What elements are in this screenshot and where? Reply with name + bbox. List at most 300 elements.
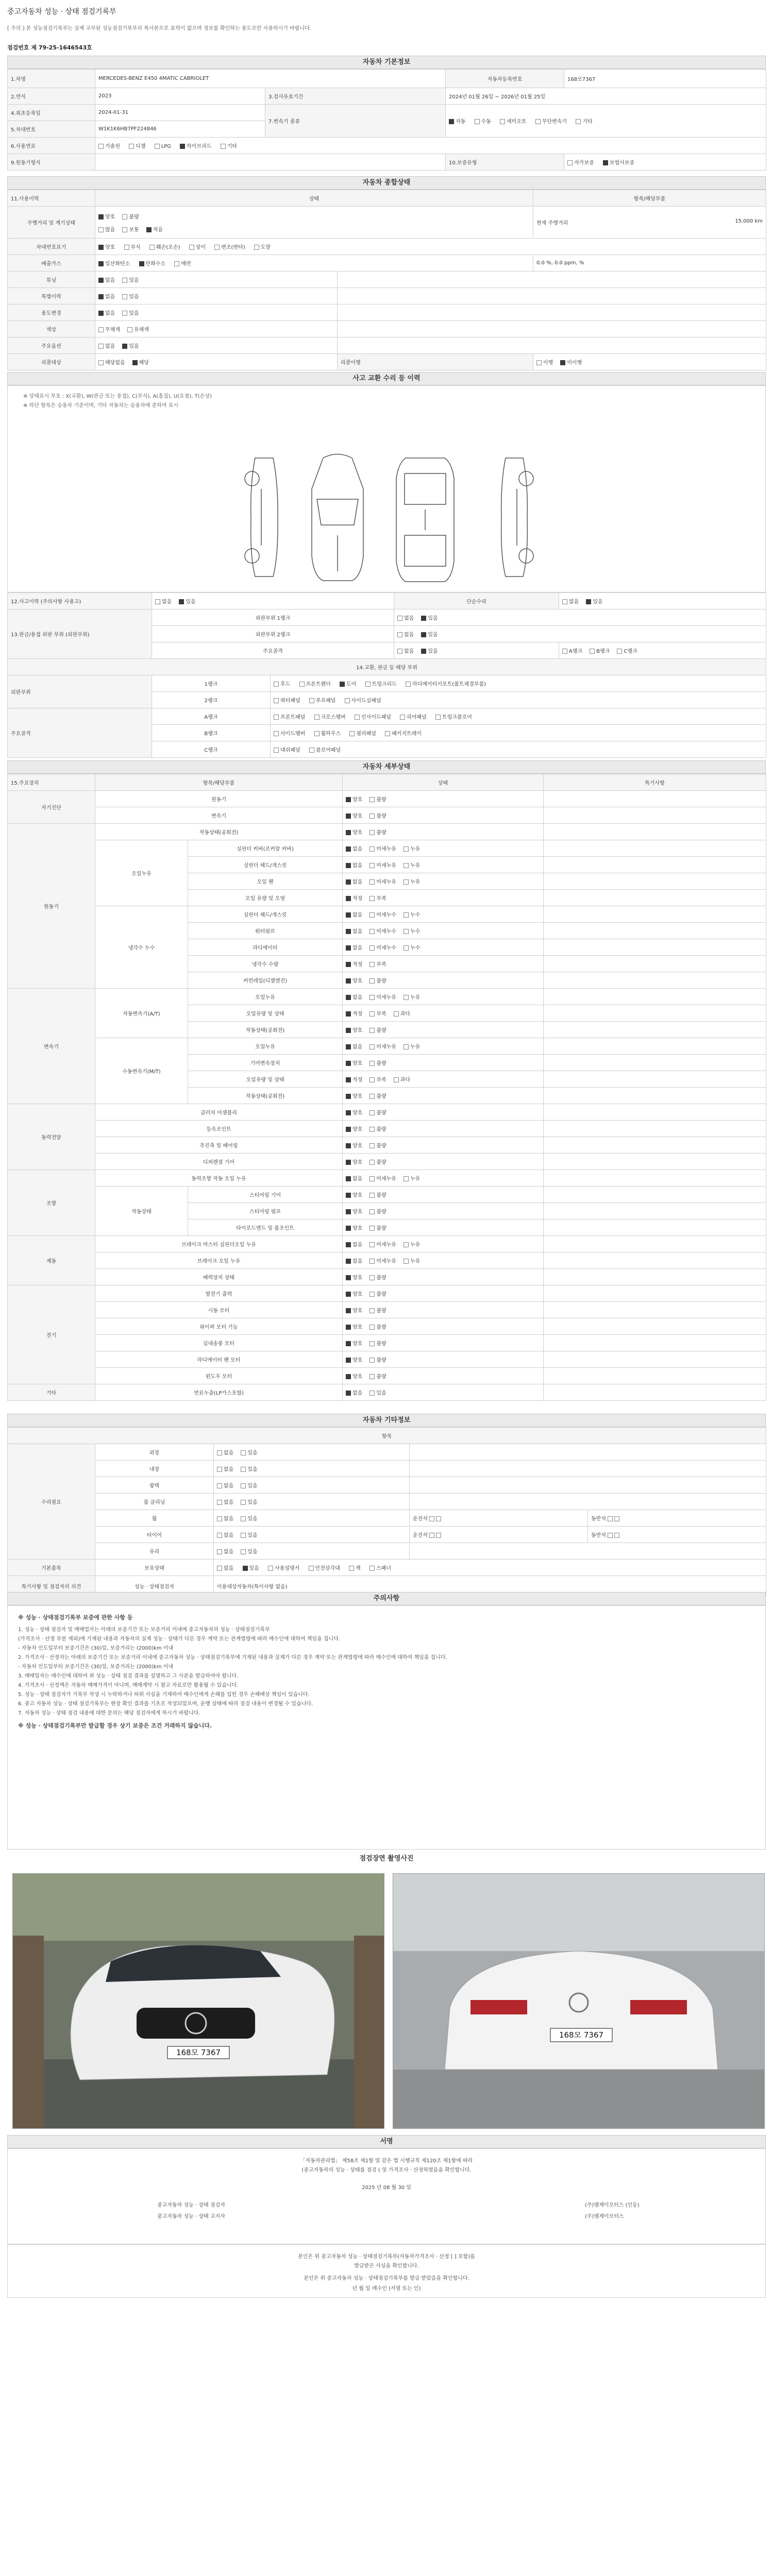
detail-item: 오일 유량 및 오염 (188, 890, 343, 906)
opinion-inspector: 성능 · 상태점검자 (95, 1576, 214, 1597)
first-registration: 2024-01-31 (95, 105, 265, 121)
state-checkbox (369, 814, 375, 819)
checkbox-vin-rust (124, 245, 129, 250)
checkbox-recall-yes (132, 360, 138, 365)
extra-item: 광택 (95, 1477, 214, 1494)
label-main-options: 주요옵션 (8, 337, 95, 354)
state-checkbox (369, 1308, 375, 1313)
detail-state: 없음 있음 (343, 1384, 544, 1401)
state-checkbox (346, 814, 351, 819)
state-checkbox (369, 1226, 375, 1231)
state-checkbox (346, 1325, 351, 1330)
state-checkbox (404, 879, 409, 885)
state-checkbox (346, 1275, 351, 1280)
caution-title: ※ 성능 · 상태점검기록부 보증에 관한 사항 등 (18, 1614, 133, 1621)
detail-item: 실린더 헤드/개스킷 (188, 857, 343, 873)
extra-col-head: 항목 (8, 1428, 766, 1444)
label-panel-weld: 13.판금/용접 외판 부위 (외판부위) (8, 609, 152, 659)
extra-item: 유리 (95, 1543, 214, 1560)
caution-line: (가격조사 · 산정 부분 제외)에 기재된 내용과 자동차의 실제 성능 · 상태가 다른 경우 계약 또는 관계법령에 따라 매수인에 대하여 책임을 집니다. (18, 1636, 341, 1642)
extra-right: 동반석 (588, 1527, 766, 1543)
detail-item: 오일유량 및 상태 (188, 1005, 343, 1022)
caution-line: 6. 중고 자동차 성능 · 상태 점검기록부는 현장 확인 결과를 기초로 작성되었으며, 운행 상태에 따라 점검 내용이 변경될 수 있습니다. (18, 1701, 313, 1707)
checkbox-manual (475, 119, 480, 124)
detail-item: 작동상태(공회전) (95, 824, 343, 840)
detail-state: 양호 불량 (343, 1219, 544, 1236)
label-transmission: 7.변속기 종류 (265, 105, 446, 138)
label-color: 색상 (8, 321, 95, 337)
detail-state: 양호 불량 (343, 1187, 544, 1203)
checkbox-gasoline (98, 144, 104, 149)
state-checkbox (404, 1176, 409, 1181)
state-checkbox (346, 1358, 351, 1363)
state-checkbox (404, 1044, 409, 1049)
detail-subgroup: 자동변속기(A/T) (95, 989, 188, 1038)
extra-row (8, 1527, 766, 1543)
state-checkbox (369, 995, 375, 1000)
main-frame-state: 없음 있음 (394, 642, 559, 659)
state-checkbox (346, 1391, 351, 1396)
caution-line: 4. 가격조사 · 산정액은 자동차 매매가격이 아니며, 매매계약 시 참고 자료로만 활용될 수 있습니다. (18, 1683, 239, 1688)
detail-row (8, 1351, 766, 1368)
section-basic-info: 자동차 기본정보 (7, 56, 766, 69)
extra-row (8, 1510, 766, 1527)
state-checkbox (369, 1374, 375, 1379)
state-checkbox (346, 1094, 351, 1099)
detail-note (544, 1285, 766, 1302)
basic-items-status: 보유상태 (95, 1560, 214, 1576)
state-checkbox (346, 1259, 351, 1264)
detail-row (8, 1104, 766, 1121)
state-checkbox (346, 879, 351, 885)
engine-type (95, 154, 446, 171)
checkbox-rank-b (590, 649, 595, 654)
detail-row (8, 1170, 766, 1187)
detail-state: 양호 불량 (343, 1055, 544, 1071)
inspection-valid-period: 2024년 01월 26일 ~ 2026년 01월 25일 (446, 88, 766, 105)
special-history-state: 없음 있음 (95, 288, 338, 304)
rank-c-label: C랭크 (152, 741, 271, 758)
detail-item: 스티어링 기어 (188, 1187, 343, 1203)
state-checkbox (369, 1127, 375, 1132)
detail-state: 양호 불량 (343, 1137, 544, 1154)
checkbox-vin-altered (214, 245, 220, 250)
state-checkbox (369, 1391, 375, 1396)
rank-a-label: A랭크 (152, 708, 271, 725)
detail-row (8, 989, 766, 1005)
checkbox-trans-other (576, 119, 581, 124)
rank-c-parts: 대쉬패널 플로어패널 (271, 741, 766, 758)
caution-line: 5. 성능 · 상태 점검자가 기록부 작성 시 누락하거나 허위 사실을 기재하여 매수인에게 손해를 입힌 경우 손해배상 책임이 있습니다. (18, 1692, 310, 1698)
simple-repair-state: 없음 있음 (559, 593, 766, 609)
detail-state: 양호 불량 (343, 972, 544, 989)
detail-item: 변속기 (95, 807, 343, 824)
checkbox-vin-damaged (149, 245, 155, 250)
checkbox-r1-yes (421, 616, 426, 621)
caution-line: 1. 성능 · 상태 점검자 및 매매업자는 아래의 보증기간 또는 보증거리 이내에 중고자동차의 성능 · 상태점검기록부 (18, 1627, 270, 1633)
detail-note (544, 1038, 766, 1055)
detail-state: 없음 미세누유 누유 (343, 989, 544, 1005)
emission-values: 0.0 %, 0.0 ppm, % (533, 255, 766, 272)
detail-group-name: 자기진단 (8, 791, 95, 824)
extra-state: 없음 있음 (214, 1494, 410, 1510)
checkbox-accident-none (155, 599, 160, 604)
detail-state: 양호 불량 (343, 1368, 544, 1384)
section-signature: 서명 (7, 2135, 766, 2148)
checkbox-lpg (155, 144, 160, 149)
detail-note (544, 939, 766, 956)
rear-car-photo-image (393, 1874, 765, 2129)
detail-state: 없음 미세누수 누수 (343, 939, 544, 956)
label-basic-items: 기본품목 (8, 1560, 95, 1576)
signature-box (7, 2148, 766, 2244)
mileage-state: 양호 불량 많음 보통 적음 (95, 207, 533, 239)
detail-row (8, 906, 766, 923)
label-accident-history: 12.사고이력 (주의사항 사용고) (8, 593, 152, 609)
checkbox-co (98, 261, 104, 266)
state-checkbox (369, 978, 375, 984)
detail-row (8, 1302, 766, 1318)
detail-item: 브레이크 마스터 실린더오일 누유 (95, 1236, 343, 1252)
label-recall-done: 리콜이행 (338, 354, 533, 370)
detail-item: 오일 팬 (188, 873, 343, 890)
detail-note (544, 1368, 766, 1384)
state-checkbox (346, 830, 351, 835)
detail-row (8, 1236, 766, 1252)
checkbox-rank-a (562, 649, 567, 654)
accident-table (7, 592, 766, 758)
extra-state: 없음 있음 (214, 1510, 410, 1527)
detail-row (8, 824, 766, 840)
detail-item: 실린더 헤드/개스킷 (188, 906, 343, 923)
checkbox-r2-yes (421, 632, 426, 637)
detail-row (8, 1335, 766, 1351)
col-note: 항목/해당부품 (533, 190, 766, 207)
detail-group-name: 기타 (8, 1384, 95, 1401)
front-photo (12, 1873, 384, 2129)
state-checkbox (346, 1028, 351, 1033)
detail-item: 와이퍼 모터 기능 (95, 1318, 343, 1335)
car-name: MERCEDES-BENZ E450 4MATIC CABRIOLET (95, 70, 446, 88)
label-simple-repair: 단순수리 (394, 593, 559, 609)
section-detail-status: 자동차 세부상태 (7, 760, 766, 774)
detail-group-name: 동력전달 (8, 1104, 95, 1170)
state-checkbox (369, 1176, 375, 1181)
state-checkbox (346, 1143, 351, 1148)
checkbox-vin-different (189, 245, 194, 250)
accident-state: 없음 있음 (152, 593, 394, 609)
extra-item: 휠 (95, 1510, 214, 1527)
detail-state: 양호 불량 (343, 1022, 544, 1038)
checkbox-self-warranty (567, 160, 573, 165)
state-checkbox (346, 1242, 351, 1247)
receipt-line2: 발급받은 사실을 확인합니다. (354, 2263, 419, 2269)
detail-note (544, 1302, 766, 1318)
state-checkbox (346, 863, 351, 868)
state-checkbox (369, 1358, 375, 1363)
state-checkbox (346, 1209, 351, 1214)
state-checkbox (346, 1127, 351, 1132)
state-checkbox (404, 1259, 409, 1264)
checkbox-frame-none (397, 649, 402, 654)
detail-item: 라디에이터 (188, 939, 343, 956)
fuel-options: 가솔린 디젤 LPG 하이브리드 기타 (95, 138, 766, 154)
state-checkbox (404, 929, 409, 934)
inspector-label: 중고자동차 성능 · 상태 점검자 (157, 2202, 225, 2208)
detail-note (544, 1121, 766, 1137)
state-checkbox (346, 1077, 351, 1082)
checkbox-semi-auto (500, 119, 505, 124)
state-checkbox (369, 1209, 375, 1214)
seller-name: (주)엠제이모터스 (585, 2214, 624, 2219)
detail-note (544, 890, 766, 906)
detail-row (8, 1187, 766, 1203)
state-checkbox (346, 1374, 351, 1379)
state-checkbox (369, 1028, 375, 1033)
label-mileage-gauge: 주행거리 및 계기상태 (8, 207, 95, 239)
color-state: 무채색 유채색 (95, 321, 338, 337)
label-prep: 수리필요 (8, 1444, 95, 1560)
label-reg-number: 자동차등록번호 (446, 70, 564, 88)
caution-bottom: ※ 성능 · 상태점검기록부만 발급할 경우 상기 보증은 조건 거래하지 않습니다. (18, 1722, 212, 1729)
state-checkbox (346, 1292, 351, 1297)
checkbox-recall-not-done (560, 360, 565, 365)
caution-line: 7. 자동차 성능 · 상태 점검 내용에 대한 문의는 해당 점검자에게 하시기 바랍니다. (18, 1710, 200, 1716)
general-status-table (7, 190, 766, 370)
detail-item: 원동기 (95, 791, 343, 807)
label-first-reg: 4.최초등록일 (8, 105, 95, 121)
detail-row (8, 1121, 766, 1137)
detail-item: 발전기 출력 (95, 1285, 343, 1302)
car-top-front-icon (312, 454, 363, 581)
extra-row (8, 1477, 766, 1494)
detail-item: 커먼레일(디젤엔진) (188, 972, 343, 989)
state-checkbox (369, 797, 375, 802)
checkbox-r1-none (397, 616, 402, 621)
checkbox-smoke (174, 261, 179, 266)
detail-state: 양호 불량 (343, 1285, 544, 1302)
extra-row (8, 1543, 766, 1560)
detail-state: 없음 미세누유 누유 (343, 857, 544, 873)
detail-subgroup: 오일누유 (95, 840, 188, 906)
label-engine-type: 9.원동기형식 (8, 154, 95, 171)
label-inspection-valid: 3.검사유효기간 (265, 88, 446, 105)
document-title: 중고자동차 성능 · 상태 점검기록부 (7, 8, 116, 16)
checkbox-vin-good (98, 245, 104, 250)
detail-state: 양호 불량 (343, 791, 544, 807)
detail-row (8, 1368, 766, 1384)
extra-state: 없음 있음 (214, 1527, 410, 1543)
extra-item: 타이어 (95, 1527, 214, 1543)
checkbox-rank-c (617, 649, 622, 654)
emission-state: 일산화탄소 탄화수소 매연 (95, 255, 533, 272)
detail-row (8, 1384, 766, 1401)
state-checkbox (346, 995, 351, 1000)
detail-item: 디퍼렌셜 기어 (95, 1154, 343, 1170)
label-fuel: 6.사용연료 (8, 138, 95, 154)
label-year: 2.연식 (8, 88, 95, 105)
detail-state: 양호 불량 (343, 824, 544, 840)
detail-note (544, 1252, 766, 1269)
basic-info-table (7, 69, 766, 171)
detail-note (544, 1104, 766, 1121)
detail-row (8, 1269, 766, 1285)
detail-item: 실내송풍 모터 (95, 1335, 343, 1351)
car-top-rear-icon (396, 458, 454, 582)
label-recall: 리콜대상 (8, 354, 95, 370)
rank2-label: 2랭크 (152, 692, 271, 708)
detail-state: 양호 불량 (343, 807, 544, 824)
detail-state: 없음 미세누유 누유 (343, 1038, 544, 1055)
checkbox-gauge-bad (122, 214, 127, 219)
detail-item: 오일누유 (188, 1038, 343, 1055)
checkbox-cvt (535, 119, 541, 124)
detail-group-name: 조향 (8, 1170, 95, 1236)
detail-state: 양호 불량 (343, 1154, 544, 1170)
detail-item: 워터펌프 (188, 923, 343, 939)
checkbox-chromatic (127, 327, 132, 332)
state-checkbox (369, 929, 375, 934)
outer-rank2-state: 없음 있음 (394, 626, 766, 642)
state-checkbox (346, 945, 351, 951)
state-checkbox (369, 1143, 375, 1148)
label-warranty: 10.보증유형 (446, 154, 564, 171)
detail-note (544, 1088, 766, 1104)
detail-item: 시동 모터 (95, 1302, 343, 1318)
checkbox-accident-yes (179, 599, 184, 604)
usage-change-state: 없음 있음 (95, 304, 338, 321)
detail-head-item: 항목/해당부품 (95, 774, 343, 791)
extra-left: 운전석 (410, 1527, 588, 1543)
detail-note (544, 1022, 766, 1038)
checkbox-recall-done (536, 360, 542, 365)
rank-b-parts: 사이드멤버 휠하우스 필러패널 패키지트레이 (271, 725, 766, 741)
checkbox-frame-yes (421, 649, 426, 654)
checkbox-auto (449, 119, 454, 124)
state-checkbox (369, 896, 375, 901)
detail-group-name: 변속기 (8, 989, 95, 1104)
caution-line: 3. 매매업자는 매수인에 대하여 위 성능 · 상태 점검 결과를 설명하고 그 사본을 발급하여야 합니다. (18, 1673, 239, 1679)
tuning-state: 없음 있음 (95, 272, 338, 288)
checkbox-options-yes (122, 344, 127, 349)
detail-note (544, 857, 766, 873)
detail-state: 적정 부족 과다 (343, 1071, 544, 1088)
state-checkbox (346, 896, 351, 901)
state-checkbox (346, 1193, 351, 1198)
detail-state: 양호 불량 (343, 1335, 544, 1351)
state-checkbox (346, 1061, 351, 1066)
state-checkbox (369, 1044, 375, 1049)
vin-marking-state: 양호 부식 훼손(오손) 상이 변조(변타) 도말 (95, 239, 766, 255)
caution-line: - 자동차 인도일부터 보증기간은 (30)일, 보증거리는 (2000)km 이내 (18, 1646, 174, 1651)
col-usage-history: 11.사용이력 (8, 190, 95, 207)
state-checkbox (346, 929, 351, 934)
detail-row (8, 807, 766, 824)
state-checkbox (369, 846, 375, 852)
detail-note (544, 989, 766, 1005)
sign-line2: (중고자동차의 성능 · 상태를 점검 ( 및 가격조사 · 산정하였음을 확인합니다. (301, 2167, 472, 2173)
rank1-parts: 후드 프론트펜더 도어 트렁크리드 라디에이터서포트(볼트체결부품) (271, 675, 766, 692)
checkbox-gauge-good (98, 214, 104, 219)
detail-item: 작동상태(공회전) (188, 1022, 343, 1038)
detail-state: 양호 불량 (343, 1203, 544, 1219)
front-car-photo-image (13, 1874, 384, 2129)
detail-note (544, 1170, 766, 1187)
state-checkbox (346, 797, 351, 802)
state-checkbox (369, 912, 375, 918)
label-outer-parts: 외판부위 (8, 675, 152, 708)
rank-a-parts: 프론트패널 크로스멤버 인사이드패널 리어패널 트렁크플로어 (271, 708, 766, 725)
extra-row (8, 1494, 766, 1510)
state-checkbox (369, 1061, 375, 1066)
checkbox-diesel (129, 144, 134, 149)
detail-note (544, 791, 766, 807)
label-special-history: 특별이력 (8, 288, 95, 304)
detail-state: 없음 미세누유 누유 (343, 1252, 544, 1269)
seller-label: 중고자동차 성능 · 상태 고지자 (157, 2214, 225, 2219)
label-usage-change: 용도변경 (8, 304, 95, 321)
detail-note (544, 840, 766, 857)
main-frame: 주요골격 (152, 642, 394, 659)
detail-note (544, 873, 766, 890)
state-checkbox (346, 912, 351, 918)
car-left-side-icon (245, 458, 278, 577)
checkbox-recall-none (98, 360, 104, 365)
detail-group-name: 원동기 (8, 824, 95, 989)
inspector-name: (주)엠제이모터스 (인등) (585, 2202, 640, 2208)
detail-group-name: 전기 (8, 1285, 95, 1384)
checkbox-repair-yes (586, 599, 591, 604)
main-options-state: 없음 있음 (95, 337, 338, 354)
opinion-value: 이용대상자동차(특이사항 없음) (214, 1576, 766, 1597)
rank1-label: 1랭크 (152, 675, 271, 692)
detail-row (8, 791, 766, 807)
state-checkbox (369, 863, 375, 868)
caution-line: 2. 가격조사 · 산정자는 아래의 보증기간 또는 보증거리 이내에 중고자동차 성능 · 상태점검기록부에 기재된 내용과 실제가 다른 경우 계약 또는 관계법령에 따라 매수인에 대하여 책임을 집니다. (18, 1655, 447, 1660)
detail-item: 작동상태(공회전) (188, 1088, 343, 1104)
rank2-parts: 쿼터패널 루프패널 사이드실패널 (271, 692, 766, 708)
extra-left: 운전석 (410, 1510, 588, 1527)
receipt-line4: 년 월 일 매수인 (서명 또는 인) (352, 2286, 421, 2292)
state-checkbox (369, 1077, 375, 1082)
caution-box (7, 1605, 766, 1850)
checkbox-usage-none (98, 311, 104, 316)
label-tuning: 튜닝 (8, 272, 95, 288)
detail-state: 없음 미세누유 누유 (343, 873, 544, 890)
detail-row (8, 1318, 766, 1335)
detail-note (544, 824, 766, 840)
detail-note (544, 1055, 766, 1071)
detail-table-wrap (7, 774, 766, 1401)
state-checkbox (346, 1160, 351, 1165)
rank-b-label: B랭크 (152, 725, 271, 741)
state-checkbox (369, 1292, 375, 1297)
extra-right: 동반석 (588, 1510, 766, 1527)
checkbox-mileage-low (146, 227, 152, 232)
detail-state: 없음 미세누수 누수 (343, 906, 544, 923)
detail-item: 연료누출(LP가스포함) (95, 1384, 343, 1401)
state-checkbox (369, 1011, 375, 1016)
checkbox-mileage-avg (122, 227, 127, 232)
label-vin-marking: 차대번호표기 (8, 239, 95, 255)
extra-state: 없음 있음 (214, 1543, 410, 1560)
checkbox-special-none (98, 294, 104, 299)
warranty-options: 자가보증 보험사보증 (564, 154, 766, 171)
state-checkbox (369, 1325, 375, 1330)
label-parts-title: 14.교환, 판금 등 해당 부위 (8, 659, 766, 675)
state-checkbox (369, 945, 375, 951)
detail-note (544, 1071, 766, 1088)
